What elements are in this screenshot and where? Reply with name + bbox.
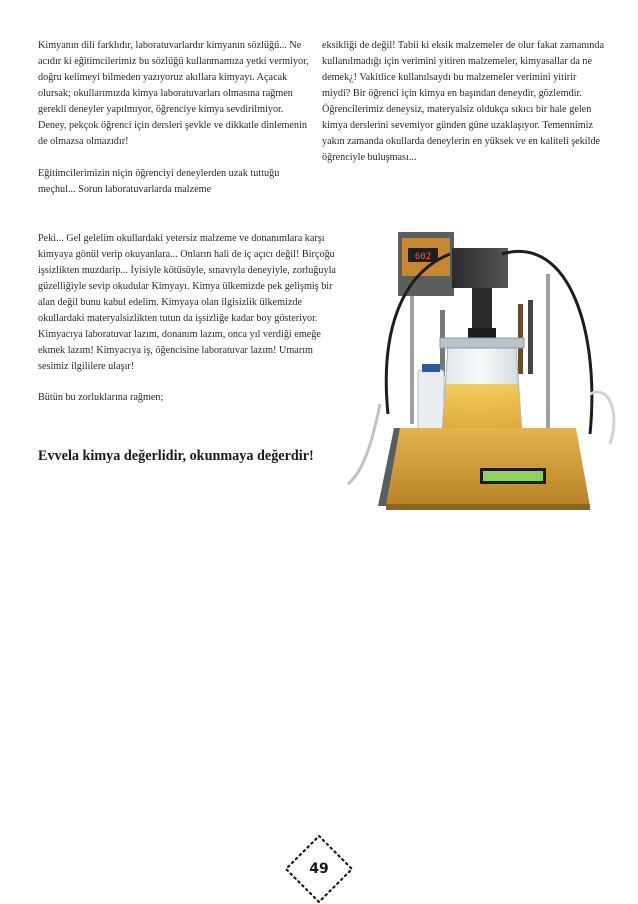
paragraph-intro: Kimyanın dili farklıdır, laboratuvarlardır kimyanın sözlüğü... Ne acıdır ki eğitimcilerimiz bu sözlüğü kullanmamıza yetki vermiyor, doğru kelimeyi bilmeden yazıyoruz akıllara kimyayı. Açacak olursak; okullarımızda kimya laboratuvarları olmasına rağmen gerekli deneyler yapılmıyor, öğrenciye kimya sevdirilmiyor. Deney, pekçok öğrenci için dersleri şevkle ve dikkatle dinlemenin de olmazsa olmazıdır! (38, 40, 309, 147)
base-foot (386, 504, 590, 510)
right-column-top (322, 38, 604, 166)
paragraph-materials: eksikliği de değil! Tabii ki eksik malzemeler de olur fakat zamanında kullanılmadığı için verimini yitiren malzemeler, kimyasallar da ne demek¿! Vakitlice kullanılsaydı bu malzemeler verimini yitirir miydi? Bir öğrenci için kimya en başından deneydir, gözlemdir. Öğrencilerimiz deneysiz, materyalsiz oldukça sıkıcı bir hale gelen kimya derslerini sevemiyor günden güne uzaklaşıyor. Temennimiz yakın zamanda okullarda deneylerin en yüksek ve en kaliteli şekilde öğrenciyle buluşması... (322, 40, 604, 163)
readout-value: 602 (414, 252, 432, 262)
paragraph-graduates: Peki... Gel gelelim okullardaki yetersiz malzeme ve donanımlara karşı kimyaya gönül verip okuyanlara... Onların hali de iç açıcı değil! Birçoğu işsizlikten muzdarip... İyisiyle kötüsüyle, sınavıyla deneyiyle, zorluğuyla güzelliğiyle sevip okudular Kimyayı. Kimya ülkemizde pek gelişmiş bir alan değil bunu kabul edelim. Kimyaya olan ilgisizlik ülkemizde okullardaki materyalsizlikten tutun da işsizliğe kadar boy gösteriyor. Kimyacıya laboratuvar lazım, donanım lazım, onca yıl verdiği emeğe ekmek lazım! Kimyacıya iş, öğencisine laboratuvar lazım! Umarım sesimiz ilgililere ulaşır! (38, 233, 336, 372)
left-column-top (38, 38, 314, 198)
vessel-lid (440, 338, 524, 348)
motor-shaft-housing (472, 288, 492, 332)
side-bottle (418, 370, 444, 430)
lab-device-figure (340, 214, 628, 524)
paragraph-teachers: Eğitimcilerimizin niçin öğrenciyi deneylerden uzak tuttuğu meçhul... Sorun laboratuvarlarda malzeme (38, 168, 280, 195)
motto-heading: Evvela kimya değerlidir, okunmaya değerdir! (38, 448, 314, 464)
paragraph-despite: Bütün bu zorluklarına rağmen; (38, 392, 164, 403)
tube-left (348, 404, 380, 484)
probe-2 (528, 300, 533, 374)
motor-coupler (468, 328, 496, 338)
motor-housing (452, 248, 508, 288)
bioreactor-illustration (340, 214, 628, 524)
page-number: 49 (309, 861, 329, 877)
tube-right (590, 392, 614, 444)
left-column-bottom (38, 231, 338, 406)
base-unit (386, 428, 590, 506)
bottle-cap (422, 364, 440, 372)
page-number-badge (284, 834, 354, 904)
lcd-screen (483, 471, 543, 481)
support-rod-right (546, 274, 550, 444)
